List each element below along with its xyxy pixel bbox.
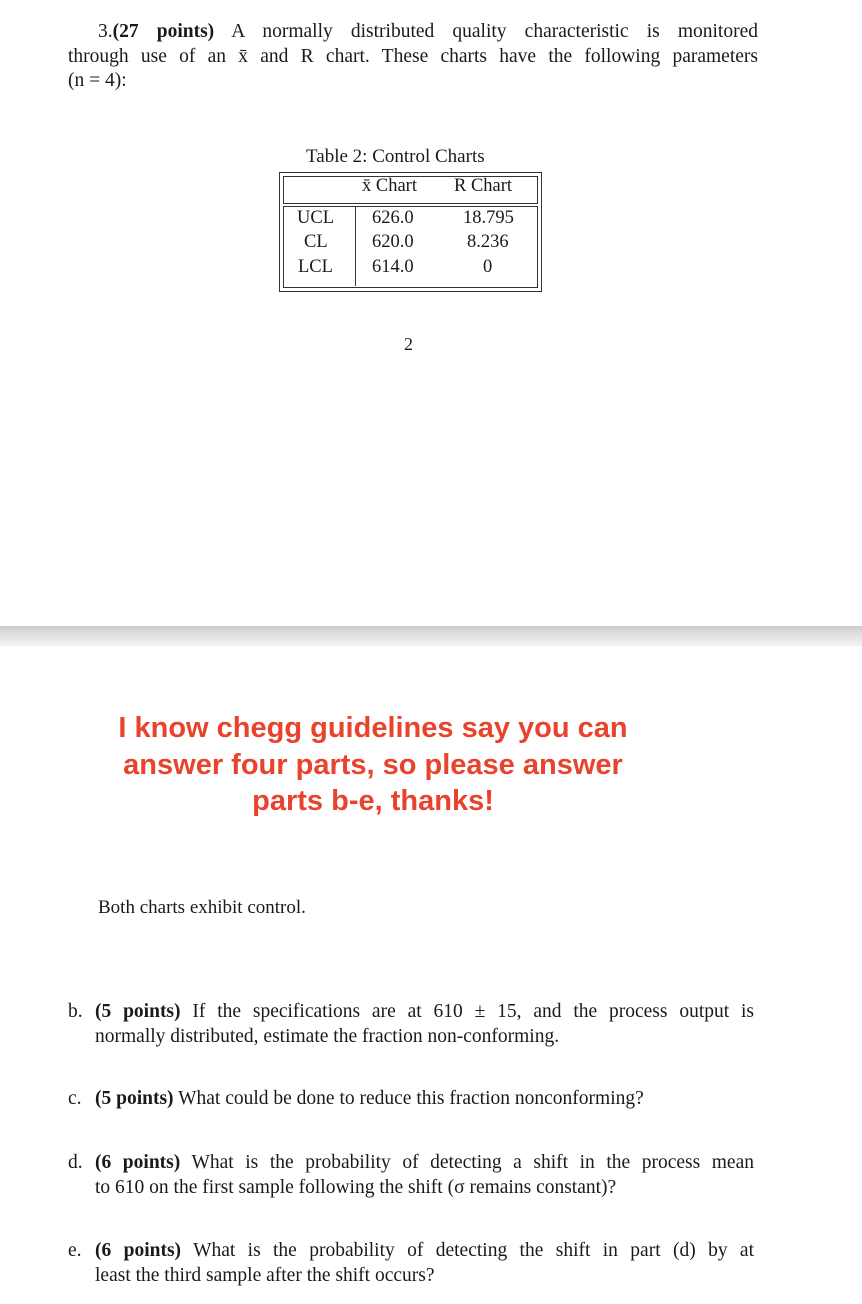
both-charts-statement: Both charts exhibit control. <box>98 897 306 918</box>
cl-xbar-value: 620.0 <box>372 232 414 252</box>
table-caption: Table 2: Control Charts <box>306 146 485 167</box>
question-d <box>68 1151 754 1200</box>
lcl-xbar-value: 614.0 <box>372 257 414 277</box>
question-number: 3. <box>98 21 113 42</box>
question-e-points: (6 points) <box>95 1240 182 1261</box>
question-c-points: (5 points) <box>95 1088 174 1109</box>
question-e-line2: least the third sample after the shift occurs? <box>95 1264 435 1286</box>
question-b <box>68 1000 754 1049</box>
ucl-xbar-value: 626.0 <box>372 208 414 228</box>
question-b-points: (5 points) <box>95 1001 181 1022</box>
question-c-letter: c. <box>68 1088 82 1109</box>
question-intro-line1: A normally distributed quality characteristic is monitored <box>231 21 758 42</box>
page-number: 2 <box>404 334 413 354</box>
note-line-2: answer four parts, so please answer <box>123 748 623 781</box>
question-e-line1: What is the probability of detecting the shift in part (d) by at <box>193 1240 754 1261</box>
question-d-line2: to 610 on the first sample following the shift (σ remains constant)? <box>95 1176 617 1198</box>
header-xbar-chart: x̄ Chart <box>362 176 417 196</box>
question-3-text <box>68 20 758 94</box>
question-b-line1: If the specifications are at 610 ± 15, and the process output is <box>192 1001 754 1022</box>
question-d-points: (6 points) <box>95 1152 181 1173</box>
ucl-r-value: 18.795 <box>463 208 514 228</box>
control-charts-table <box>279 172 542 292</box>
cl-r-value: 8.236 <box>467 232 509 252</box>
question-points: (27 points) <box>112 21 215 42</box>
question-e-letter: e. <box>68 1240 82 1261</box>
question-intro-line2: through use of an x̄ and R chart. These charts have the following parameters <box>68 45 758 67</box>
question-c <box>68 1087 754 1112</box>
row-label-ucl: UCL <box>297 208 334 228</box>
red-note <box>60 710 686 820</box>
row-label-lcl: LCL <box>298 257 333 277</box>
lcl-r-value: 0 <box>483 257 493 277</box>
note-line-3: parts b-e, thanks! <box>252 785 494 817</box>
question-b-letter: b. <box>68 1001 83 1022</box>
row-label-cl: CL <box>304 232 328 252</box>
question-e <box>68 1239 754 1288</box>
question-b-line2: normally distributed, estimate the fraction non-conforming. <box>95 1025 560 1047</box>
question-intro-line3: (n = 4): <box>68 70 127 91</box>
page-divider <box>0 626 862 646</box>
question-d-letter: d. <box>68 1152 83 1173</box>
question-d-line1: What is the probability of detecting a shift in the process mean <box>191 1152 754 1173</box>
question-c-line1: What could be done to reduce this fraction nonconforming? <box>178 1088 644 1109</box>
table-column-divider <box>355 206 356 286</box>
note-line-1: I know chegg guidelines say you can <box>118 712 628 744</box>
header-r-chart: R Chart <box>454 176 513 196</box>
